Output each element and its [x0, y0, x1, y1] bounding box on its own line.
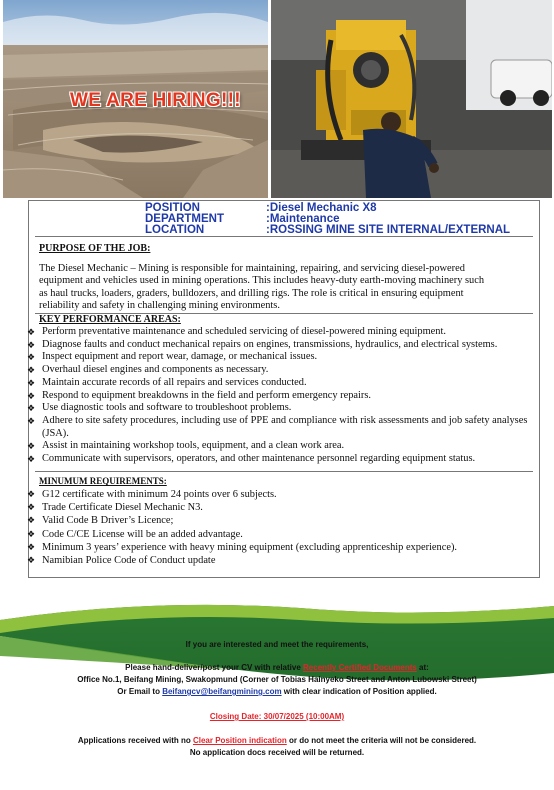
list-item: ❖ Trade Certificate Diesel Mechanic N3.: [27, 502, 203, 514]
header-divider: [35, 236, 533, 237]
list-item: ❖ Namibian Police Code of Conduct update: [27, 555, 216, 567]
requirements-heading: MINUMUM REQUIREMENTS:: [39, 476, 167, 486]
list-item: ❖ Diagnose faults and conduct mechanical repairs on engines, transmissions, hydraulics, and electrical systems.: [27, 338, 498, 350]
diamond-bullet-icon: ❖: [27, 515, 36, 526]
location-label: LOCATION: [145, 224, 205, 236]
list-item: ❖ Minimum 3 years’ experience with heavy mining equipment (excluding apprenticeship experience).: [27, 541, 458, 553]
diamond-bullet-icon: ❖: [27, 454, 36, 465]
purpose-paragraph: [39, 263, 531, 312]
certified-docs-text: Recently Certified Documents: [303, 663, 417, 672]
list-item: ❖ Communicate with supervisors, operators, and other maintenance personnel regarding equipment status.: [27, 453, 476, 465]
hiring-banner-text: WE ARE HIRING!!!: [70, 90, 241, 111]
diamond-bullet-icon: ❖: [27, 415, 36, 426]
email-link[interactable]: Beifangcv@beifangmining.com: [162, 687, 282, 696]
requirements-list: [27, 488, 535, 567]
mechanic-engine-photo: [271, 0, 552, 198]
list-item: ❖ Assist in maintaining workshop tools, equipment, and a clean work area.: [27, 440, 345, 452]
department-label: DEPARTMENT: [145, 213, 225, 225]
purpose-line: equipment and vehicles used in mining operations. This includes heavy-duty earth-moving machinery such: [39, 275, 485, 287]
footer-address: Office No.1, Beifang Mining, Swakopmund (Corner of Tobias Hainyeko Street and Anton Lubowski Street): [77, 675, 477, 684]
list-item: ❖ Respond to equipment breakdowns in the field and perform emergency repairs.: [27, 389, 372, 401]
list-item: ❖ Maintain accurate records of all repairs and services conducted.: [27, 376, 307, 388]
list-item: ❖ Code C/CE License will be an added advantage.: [27, 528, 243, 540]
mine-pit-photo: [3, 0, 268, 198]
footer-no-return: No application docs received will be returned.: [189, 748, 365, 757]
diamond-bullet-icon: ❖: [27, 403, 36, 414]
diamond-bullet-icon: ❖: [27, 502, 36, 513]
footer-email-line: Or Email to Beifangcv@beifangmining.com with clear indication of Position applied.: [117, 687, 437, 696]
diamond-bullet-icon: ❖: [27, 541, 36, 552]
diamond-bullet-icon: ❖: [27, 390, 36, 401]
closing-date: Closing Date: 30/07/2025 (10:00AM): [209, 712, 345, 721]
position-value: :Diesel Mechanic X8: [266, 202, 377, 214]
list-item: ❖ G12 certificate with minimum 24 points over 6 subjects.: [27, 489, 277, 500]
kpa-heading: KEY PERFORMANCE AREAS:: [39, 314, 181, 325]
purpose-line: as haul trucks, loaders, graders, bulldozers, and drilling rigs. The role is critical in ensuring equipment: [39, 287, 464, 299]
list-item: ❖ Use diagnostic tools and software to troubleshoot problems.: [27, 402, 292, 414]
kpa-divider: [35, 471, 533, 472]
department-value: :Maintenance: [266, 213, 340, 225]
purpose-heading: PURPOSE OF THE JOB:: [39, 243, 151, 254]
list-item: ❖ Overhaul diesel engines and components as necessary.: [27, 364, 269, 376]
diamond-bullet-icon: ❖: [27, 327, 36, 337]
list-item: ❖ Perform preventative maintenance and scheduled servicing of diesel-powered mining equipment.: [27, 326, 446, 337]
diamond-bullet-icon: ❖: [27, 528, 36, 539]
list-item: ❖ Valid Code B Driver’s Licence;: [27, 515, 174, 527]
diamond-bullet-icon: ❖: [27, 555, 36, 566]
footer-note: Applications received with no Clear Position indication or do not meet the criteria will not be considered.: [77, 736, 477, 745]
position-indication-text: Clear Position indication: [192, 736, 287, 745]
list-item: ❖ Inspect equipment and report wear, damage, or mechanical issues.: [27, 351, 318, 363]
kpa-list: [27, 326, 535, 466]
diamond-bullet-icon: ❖: [27, 441, 36, 452]
purpose-line: reliability and safety in challenging mining environments.: [39, 299, 280, 311]
diamond-bullet-icon: ❖: [27, 489, 36, 499]
location-value: :ROSSING MINE SITE INTERNAL/EXTERNAL: [266, 224, 511, 236]
diamond-bullet-icon: ❖: [27, 365, 36, 376]
list-item: ❖ Adhere to site safety procedures, including use of PPE and compliance with risk assessments and job safety analyses (JSA).: [27, 414, 528, 439]
diamond-bullet-icon: ❖: [27, 339, 36, 350]
footer-deliver: Please hand-deliver/post your CV with relative Recently Certified Documents at:: [125, 663, 429, 672]
diamond-bullet-icon: ❖: [27, 377, 36, 388]
job-details-frame: [28, 200, 540, 578]
purpose-line: The Diesel Mechanic – Mining is responsible for maintaining, repairing, and servicing diesel-powered: [39, 263, 465, 274]
diamond-bullet-icon: ❖: [27, 352, 36, 363]
footer-interested: If you are interested and meet the requirements,: [185, 640, 369, 649]
position-label: POSITION: [145, 202, 200, 214]
